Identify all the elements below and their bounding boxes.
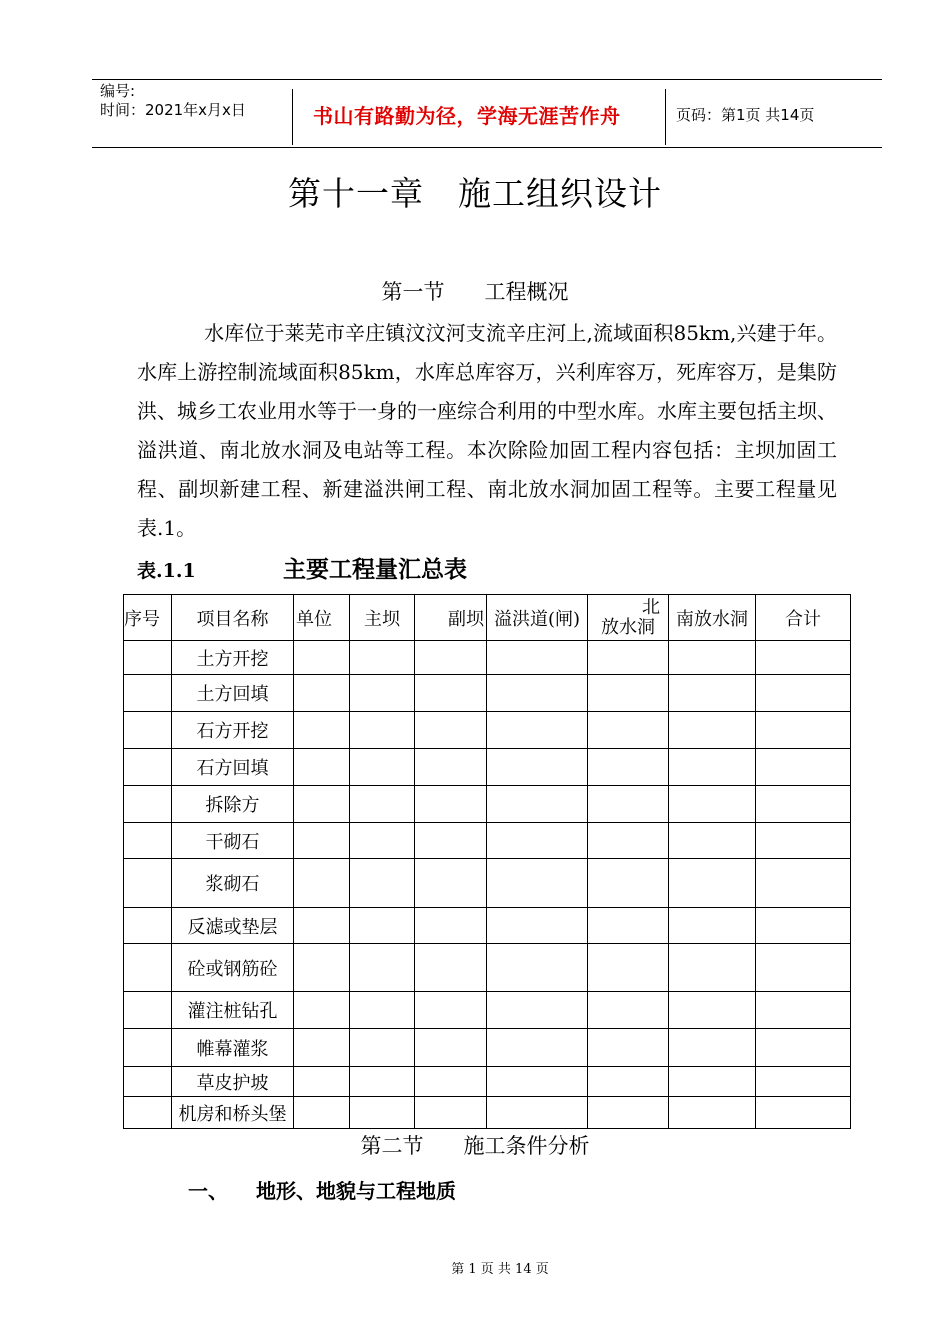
empty-cell bbox=[487, 992, 588, 1029]
empty-cell bbox=[588, 908, 669, 944]
header-number-label: 编号: bbox=[100, 82, 136, 100]
col-header-south-outlet: 南放水洞 bbox=[669, 595, 756, 641]
empty-cell bbox=[487, 641, 588, 675]
header-time-label: 时间：2021年x月x日 bbox=[100, 101, 246, 119]
empty-cell bbox=[294, 1029, 350, 1067]
table-row bbox=[124, 1067, 851, 1097]
item-name-cell: 草皮护坡 bbox=[172, 1067, 294, 1097]
empty-cell bbox=[669, 675, 756, 712]
empty-cell bbox=[415, 786, 487, 823]
empty-cell bbox=[487, 859, 588, 908]
table-caption-title: 主要工程量汇总表 bbox=[283, 556, 467, 583]
subsection-1-title: 地形、地貌与工程地质 bbox=[256, 1179, 456, 1203]
header-divider-left bbox=[292, 89, 293, 145]
empty-cell bbox=[124, 908, 172, 944]
empty-cell bbox=[415, 749, 487, 786]
header-meta bbox=[100, 82, 246, 120]
item-name-cell: 石方回填 bbox=[172, 749, 294, 786]
empty-cell bbox=[669, 992, 756, 1029]
table-row bbox=[124, 641, 851, 675]
empty-cell bbox=[669, 1029, 756, 1067]
col-header-north-bottom: 放水洞 bbox=[601, 616, 655, 638]
empty-cell bbox=[415, 944, 487, 992]
item-name-cell: 土方开挖 bbox=[172, 641, 294, 675]
empty-cell bbox=[294, 675, 350, 712]
empty-cell bbox=[588, 944, 669, 992]
empty-cell bbox=[669, 908, 756, 944]
empty-cell bbox=[415, 992, 487, 1029]
empty-cell bbox=[487, 749, 588, 786]
empty-cell bbox=[756, 944, 851, 992]
item-name-cell: 灌注桩钻孔 bbox=[172, 992, 294, 1029]
empty-cell bbox=[756, 1067, 851, 1097]
empty-cell bbox=[350, 1029, 415, 1067]
empty-cell bbox=[124, 859, 172, 908]
empty-cell bbox=[350, 992, 415, 1029]
table-row bbox=[124, 749, 851, 786]
empty-cell bbox=[669, 749, 756, 786]
empty-cell bbox=[487, 1067, 588, 1097]
empty-cell bbox=[294, 859, 350, 908]
header-motto: 书山有路勤为径，学海无涯苦作舟 bbox=[313, 104, 621, 128]
item-name-cell: 石方开挖 bbox=[172, 712, 294, 749]
section-2-title: 施工条件分析 bbox=[463, 1134, 590, 1158]
item-name-cell: 浆砌石 bbox=[172, 859, 294, 908]
empty-cell bbox=[294, 992, 350, 1029]
table-caption-number: 表.1.1 bbox=[137, 560, 196, 582]
table-row bbox=[124, 908, 851, 944]
empty-cell bbox=[756, 1029, 851, 1067]
empty-cell bbox=[756, 749, 851, 786]
empty-cell bbox=[124, 749, 172, 786]
empty-cell bbox=[588, 992, 669, 1029]
empty-cell bbox=[669, 786, 756, 823]
table-row bbox=[124, 786, 851, 823]
table-row bbox=[124, 859, 851, 908]
item-name-cell: 反滤或垫层 bbox=[172, 908, 294, 944]
empty-cell bbox=[415, 641, 487, 675]
empty-cell bbox=[669, 1067, 756, 1097]
empty-cell bbox=[756, 859, 851, 908]
empty-cell bbox=[350, 641, 415, 675]
empty-cell bbox=[487, 675, 588, 712]
empty-cell bbox=[350, 749, 415, 786]
item-name-cell: 砼或钢筋砼 bbox=[172, 944, 294, 992]
empty-cell bbox=[294, 944, 350, 992]
empty-cell bbox=[487, 1029, 588, 1067]
empty-cell bbox=[487, 823, 588, 859]
empty-cell bbox=[415, 712, 487, 749]
empty-cell bbox=[350, 1097, 415, 1129]
empty-cell bbox=[350, 859, 415, 908]
header-divider-right bbox=[665, 89, 666, 145]
empty-cell bbox=[756, 908, 851, 944]
empty-cell bbox=[756, 1097, 851, 1129]
empty-cell bbox=[487, 944, 588, 992]
empty-cell bbox=[350, 786, 415, 823]
empty-cell bbox=[588, 675, 669, 712]
empty-cell bbox=[415, 908, 487, 944]
empty-cell bbox=[415, 675, 487, 712]
empty-cell bbox=[669, 641, 756, 675]
header-page-label: 页码：第1页 共14页 bbox=[676, 106, 815, 124]
empty-cell bbox=[294, 1097, 350, 1129]
empty-cell bbox=[415, 859, 487, 908]
table-row bbox=[124, 823, 851, 859]
page-footer: 第 1 页 共 14 页 bbox=[451, 1262, 549, 1277]
section-heading-2 bbox=[0, 1130, 950, 1160]
subsection-heading-1 bbox=[188, 1175, 456, 1204]
empty-cell bbox=[669, 823, 756, 859]
header-bottom-rule bbox=[92, 147, 882, 148]
empty-cell bbox=[294, 749, 350, 786]
table-header-row bbox=[124, 595, 851, 641]
empty-cell bbox=[294, 786, 350, 823]
table-row bbox=[124, 992, 851, 1029]
empty-cell bbox=[588, 1097, 669, 1129]
empty-cell bbox=[350, 823, 415, 859]
col-header-seq: 序号 bbox=[124, 595, 172, 641]
empty-cell bbox=[669, 712, 756, 749]
overview-paragraph-text: 水库位于莱芜市辛庄镇汶汶河支流辛庄河上,流域面积85km,兴建于年。水库上游控制流域面积85km，水库总库容万，兴利库容万，死库容万，是集防洪、城乡工农业用水等于一身的一座综合利用的中型水库。水库主要包括主坝、溢洪道、南北放水洞及电站等工程。本次除险加固工程内容包括：主坝加固工程、副坝新建工程、新建溢洪闸工程、南北放水洞加固工程等。主要工程量见表.1。 bbox=[137, 321, 837, 540]
item-name-cell: 土方回填 bbox=[172, 675, 294, 712]
empty-cell bbox=[588, 859, 669, 908]
empty-cell bbox=[588, 749, 669, 786]
table-row bbox=[124, 1097, 851, 1129]
empty-cell bbox=[756, 641, 851, 675]
empty-cell bbox=[588, 823, 669, 859]
empty-cell bbox=[294, 641, 350, 675]
overview-paragraph bbox=[137, 314, 837, 548]
quantities-table bbox=[123, 594, 851, 1129]
empty-cell bbox=[124, 641, 172, 675]
empty-cell bbox=[294, 908, 350, 944]
table-row bbox=[124, 1029, 851, 1067]
section-2-number: 第二节 bbox=[360, 1134, 424, 1158]
table-row bbox=[124, 675, 851, 712]
empty-cell bbox=[124, 1097, 172, 1129]
header-top-rule bbox=[92, 79, 882, 80]
empty-cell bbox=[415, 1067, 487, 1097]
col-header-spillway: 溢洪道(闸) bbox=[487, 595, 588, 641]
item-name-cell: 机房和桥头堡 bbox=[172, 1097, 294, 1129]
empty-cell bbox=[124, 944, 172, 992]
empty-cell bbox=[415, 1097, 487, 1129]
col-header-unit: 单位 bbox=[294, 595, 350, 641]
empty-cell bbox=[124, 675, 172, 712]
empty-cell bbox=[588, 712, 669, 749]
empty-cell bbox=[487, 786, 588, 823]
empty-cell bbox=[588, 1067, 669, 1097]
empty-cell bbox=[756, 786, 851, 823]
empty-cell bbox=[350, 712, 415, 749]
empty-cell bbox=[124, 823, 172, 859]
table-row bbox=[124, 712, 851, 749]
empty-cell bbox=[588, 641, 669, 675]
col-header-aux-dam: 副坝 bbox=[415, 595, 487, 641]
section-1-title: 工程概况 bbox=[484, 280, 569, 304]
empty-cell bbox=[669, 859, 756, 908]
section-heading-1 bbox=[0, 276, 950, 306]
col-header-main-dam: 主坝 bbox=[350, 595, 415, 641]
empty-cell bbox=[756, 675, 851, 712]
empty-cell bbox=[588, 1029, 669, 1067]
empty-cell bbox=[124, 712, 172, 749]
item-name-cell: 帷幕灌浆 bbox=[172, 1029, 294, 1067]
empty-cell bbox=[487, 712, 588, 749]
empty-cell bbox=[294, 823, 350, 859]
empty-cell bbox=[756, 992, 851, 1029]
empty-cell bbox=[350, 944, 415, 992]
empty-cell bbox=[487, 1097, 588, 1129]
empty-cell bbox=[124, 1029, 172, 1067]
empty-cell bbox=[669, 944, 756, 992]
col-header-total: 合计 bbox=[756, 595, 851, 641]
empty-cell bbox=[294, 1067, 350, 1097]
empty-cell bbox=[350, 908, 415, 944]
empty-cell bbox=[669, 1097, 756, 1129]
chapter-title: 第十一章 施工组织设计 bbox=[288, 174, 662, 213]
empty-cell bbox=[124, 1067, 172, 1097]
item-name-cell: 拆除方 bbox=[172, 786, 294, 823]
empty-cell bbox=[124, 992, 172, 1029]
empty-cell bbox=[487, 908, 588, 944]
col-header-north-top: 北 bbox=[642, 596, 660, 618]
item-name-cell: 干砌石 bbox=[172, 823, 294, 859]
empty-cell bbox=[588, 786, 669, 823]
col-header-name: 项目名称 bbox=[172, 595, 294, 641]
empty-cell bbox=[756, 823, 851, 859]
empty-cell bbox=[350, 1067, 415, 1097]
empty-cell bbox=[415, 1029, 487, 1067]
subsection-1-number: 一、 bbox=[188, 1179, 228, 1203]
empty-cell bbox=[124, 786, 172, 823]
empty-cell bbox=[756, 712, 851, 749]
table-row bbox=[124, 944, 851, 992]
section-1-number: 第一节 bbox=[381, 280, 445, 304]
empty-cell bbox=[415, 823, 487, 859]
empty-cell bbox=[350, 675, 415, 712]
col-header-north-outlet bbox=[588, 595, 669, 641]
empty-cell bbox=[294, 712, 350, 749]
